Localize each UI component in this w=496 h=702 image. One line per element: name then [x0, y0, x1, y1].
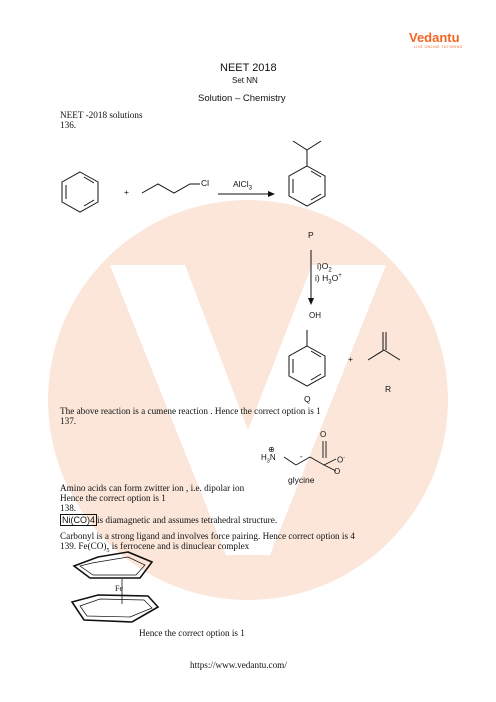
catalyst-label: AlCl$_3$: [233, 179, 252, 192]
iron-label: Fe: [115, 584, 123, 593]
product-q-label: Q: [304, 394, 311, 404]
question-number: 136.: [60, 120, 77, 130]
amine-label: $H_3N$: [261, 453, 276, 465]
q137-line2: Hence the correct option is 1: [60, 493, 166, 503]
bottom-oxygen: O: [334, 467, 341, 476]
q139-line1: 139. $Fe(CO)_5$ is ferrocene and is dinuclear complex: [60, 541, 250, 554]
plus-sign-2: +: [348, 354, 353, 364]
glycine-label: glycine: [288, 475, 315, 485]
complex-formula: Ni(CO)4: [62, 515, 95, 525]
carbonyl-oxygen: O: [320, 430, 327, 439]
positive-charge: ⊕: [268, 445, 275, 454]
product-r-label: R: [385, 384, 392, 394]
set-label: Set NN: [232, 76, 258, 85]
q136-answer: The above reaction is a cumene reaction . Hence the correct option is 1: [60, 406, 321, 416]
q138-number: 138.: [60, 503, 77, 513]
chlorine-label: Cl: [201, 178, 210, 188]
plus-sign: +: [124, 187, 129, 197]
carboxylate-oxygen: O-: [337, 455, 346, 465]
step2-label: i) $H_3O^+$: [315, 273, 342, 286]
brand-tagline: LIVE ONLINE TUTORING: [414, 45, 463, 49]
minus-mark: -: [300, 452, 303, 461]
intro-line: NEET -2018 solutions: [60, 110, 143, 120]
brand-logo: Vedantu: [409, 30, 460, 45]
step1-label: $i)O_2$: [317, 261, 332, 274]
page-title: NEET 2018: [220, 62, 277, 74]
product-p-label: P: [308, 230, 314, 240]
q138-line2: Carbonyl is a strong ligand and involves force pairing. Hence correct option is 4: [60, 531, 355, 541]
subject-heading: Solution – Chemistry: [198, 93, 286, 104]
q138-line1: Ni(CO)4 is diamagnetic and assumes tetrahedral structure.: [62, 515, 278, 525]
q139-answer: Hence the correct option is 1: [139, 628, 245, 638]
q137-line1: Amino acids can form zwitter ion , i.e. dipolar ion: [60, 483, 245, 493]
q137-number: 137.: [60, 416, 77, 426]
footer-url[interactable]: https://www.vedantu.com/: [190, 660, 287, 670]
hydroxyl-label: OH: [309, 311, 321, 320]
